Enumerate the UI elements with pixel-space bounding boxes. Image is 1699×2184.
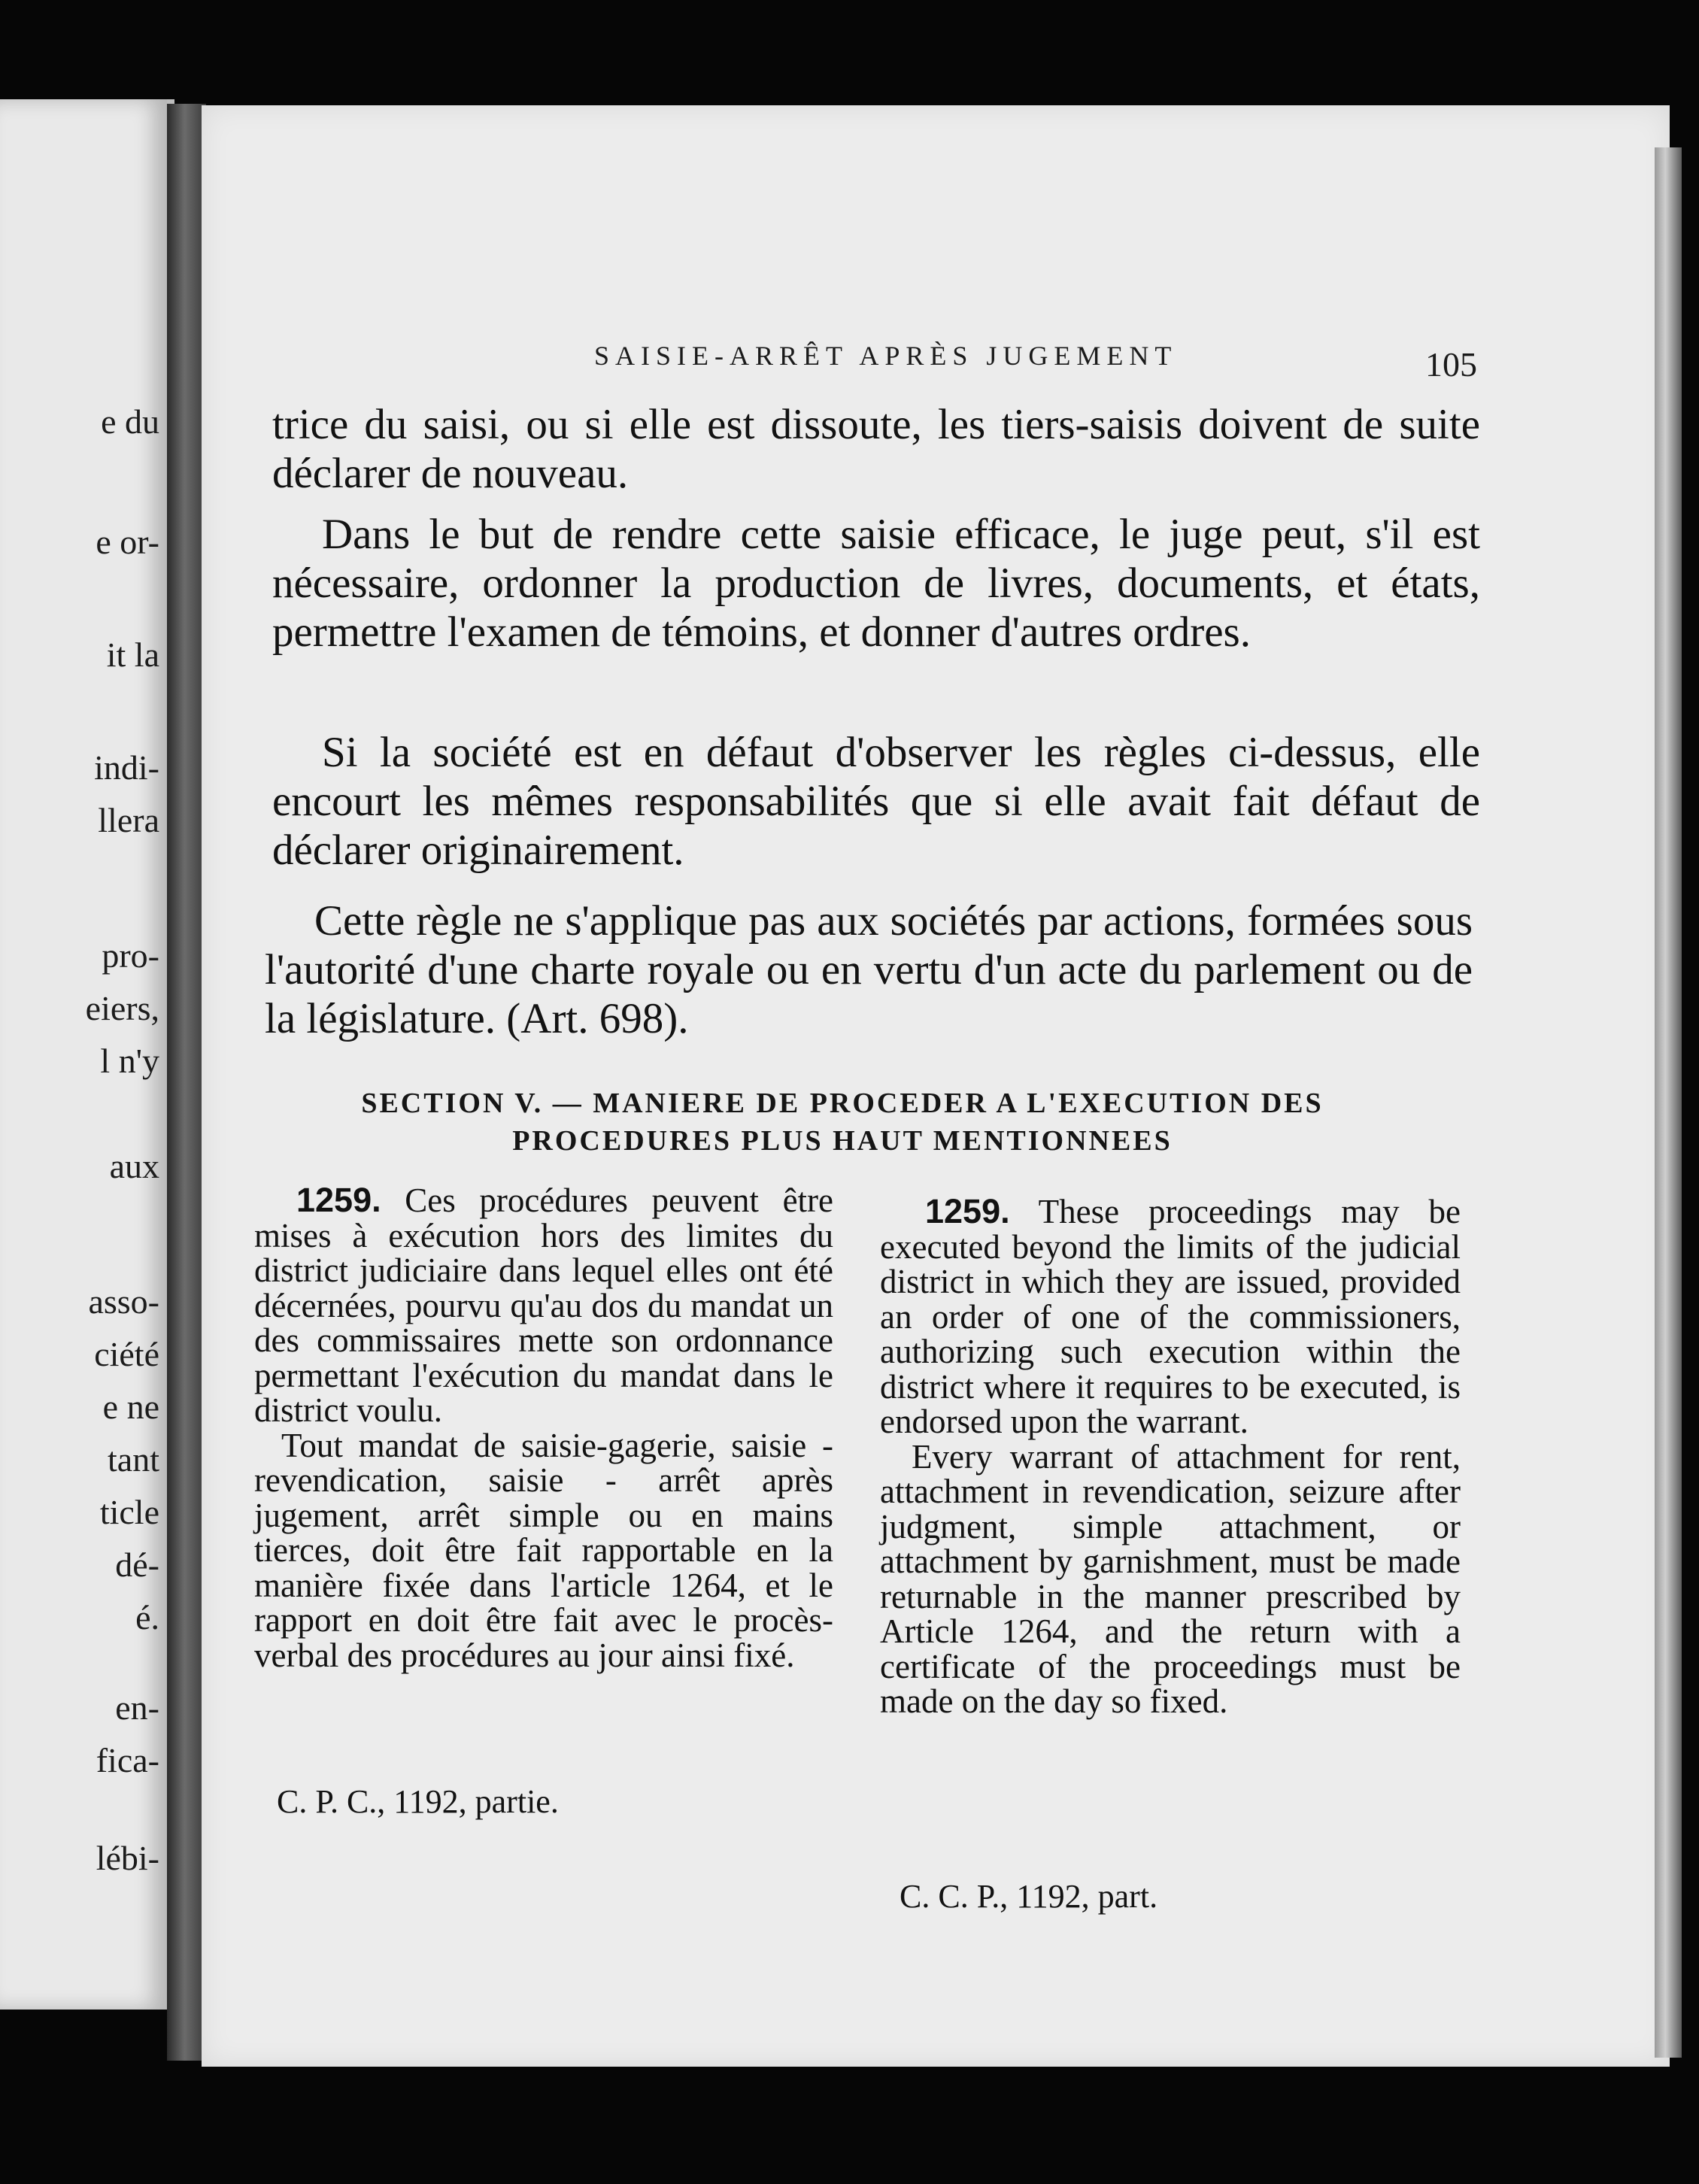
english-article-paragraph <box>880 1194 1461 1439</box>
left-page-fragment: e or- <box>96 523 159 561</box>
section-heading <box>256 1084 1429 1160</box>
english-column <box>880 1194 1461 1719</box>
body-paragraph: Si la société est en défaut d'observer les règles ci-dessus, elle encourt les mêmes responsabilités que si elle avait fait défaut de déclarer originairement. <box>272 729 1480 874</box>
facing-left-page <box>0 99 174 2010</box>
left-page-fragment: tant <box>108 1440 159 1479</box>
left-page-fragment: pro- <box>102 936 159 975</box>
left-page-fragment: it la <box>106 635 159 674</box>
page-edge <box>1655 147 1682 2058</box>
left-page-fragment: en- <box>115 1688 159 1727</box>
left-page-fragment: ciété <box>94 1335 159 1373</box>
running-head: SAISIE-ARRÊT APRÈS JUGEMENT <box>594 341 1178 371</box>
article-number: 1259. <box>925 1192 1010 1230</box>
english-article-text: These proceedings may be executed beyond the limits of the judicial district in which they are issued, provided an order of one of the commissioners, authorizing such execution within the district where it requires to be executed, is endorsed upon the warrant. <box>880 1193 1461 1440</box>
page-number: 105 <box>1425 345 1477 384</box>
french-article-text: Ces procédures peuvent être mises à exécution hors des limites du district judiciaire dans lequel elles ont été décernées, pourvu qu'au dos du mandat un des commissaires mette son ordonnance permettant l'exécution du mandat dans le district voulu. <box>254 1181 833 1429</box>
left-page-fragment: fica- <box>96 1741 159 1779</box>
left-page-fragment: e ne <box>102 1388 159 1426</box>
book-gutter <box>167 104 206 2061</box>
french-column <box>254 1183 833 1673</box>
body-paragraph: Dans le but de rendre cette saisie efficace, le juge peut, s'il est nécessaire, ordonner la production de livres, documents, et états, permettre l'examen de témoins, et donner d'autres ordres. <box>272 511 1480 656</box>
article-number: 1259. <box>296 1181 381 1219</box>
body-paragraph-continuation: trice du saisi, ou si elle est dissoute, les tiers-saisis doivent de suite déclarer de nouveau. <box>272 401 1480 497</box>
left-page-fragment: eiers, <box>85 989 159 1027</box>
left-page-fragment: dé- <box>115 1545 159 1584</box>
left-page-fragment: aux <box>109 1147 159 1185</box>
left-page-fragment: asso- <box>88 1282 159 1321</box>
left-page-fragment: é. <box>135 1598 159 1636</box>
english-source-citation: C. C. P., 1192, part. <box>900 1878 1158 1915</box>
left-page-fragment: e du <box>101 402 159 441</box>
french-source-citation: C. P. C., 1192, partie. <box>277 1783 559 1820</box>
left-page-fragment: l n'y <box>100 1042 159 1080</box>
left-page-fragment: indi- <box>94 748 159 787</box>
section-heading-line: PROCEDURES PLUS HAUT MENTIONNEES <box>512 1125 1173 1157</box>
section-heading-line: SECTION V. — MANIERE DE PROCEDER A L'EXECUTION DES <box>361 1087 1324 1119</box>
body-paragraph: Cette règle ne s'applique pas aux sociétés par actions, formées sous l'autorité d'une charte royale ou en vertu d'un acte du parlement ou de la législature. (Art. 698). <box>265 897 1473 1042</box>
left-page-fragment: ticle <box>99 1493 159 1531</box>
left-page-fragment: llera <box>98 801 159 839</box>
french-second-paragraph: Tout mandat de saisie-gagerie, saisie - revendication, saisie - arrêt après jugement, arrêt simple ou en mains tierces, doit être fait rapportable en la manière fixée dans l'article 1264, et le rapport en doit être fait avec le procès-verbal des procédures au jour ainsi fixé. <box>254 1426 833 1674</box>
left-page-fragment: lébi- <box>96 1839 159 1877</box>
french-article-paragraph <box>254 1183 833 1428</box>
english-second-paragraph: Every warrant of attachment for rent, attachment in revendication, seizure after judgment, simple attachment, or attachment by garnishment, must be made returnable in the manner prescribed by Article 1264, and the return with a certificate of the proceedings must be made on the day so fixed. <box>880 1437 1461 1720</box>
